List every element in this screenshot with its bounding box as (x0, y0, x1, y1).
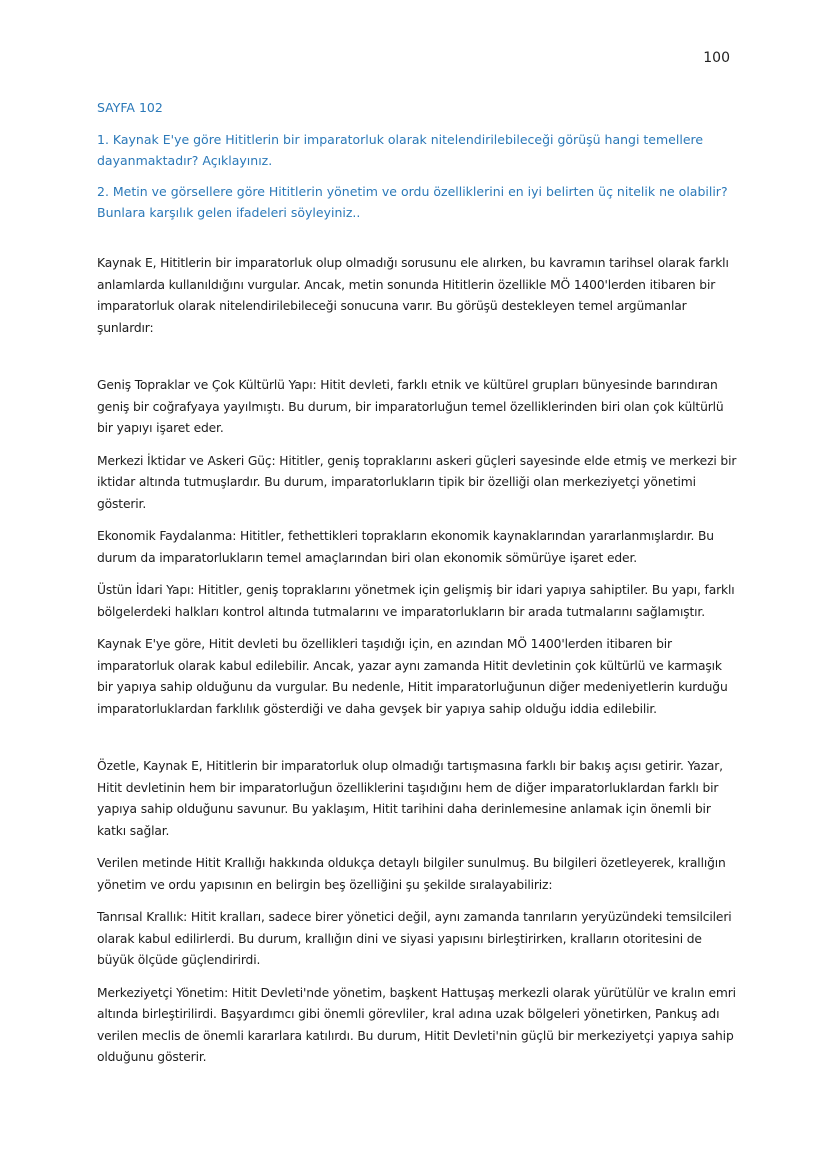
page-content (97, 100, 737, 1080)
paragraph-summary: Özetle, Kaynak E, Hititlerin bir imparatorluk olup olmadığı tartışmasına farklı bir bakış açısı getirir. Yazar, Hitit devletinin hem bir imparatorluğun özelliklerini taşıdığını hem de diğer imparatorluklardan farklı bir yapıya sahip olduğunu savunur. Bu yaklaşım, Hitit tarihini daha derinlemesine anlamak için önemli bir katkı sağlar. (97, 759, 723, 838)
paragraph-economic: Ekonomik Faydalanma: Hititler, fethettikleri toprakların ekonomik kaynaklarından yararlanmışlardır. Bu durum da imparatorlukların temel amaçlarından biri olan ekonomik sömürüye işaret eder. (97, 529, 714, 565)
paragraph-intro: Kaynak E, Hititlerin bir imparatorluk olup olmadığı sorusunu ele alırken, bu kavramın tarihsel olarak farklı anlamlarda kullanıldığını vurgular. Ancak, metin sonunda Hititlerin özellikle MÖ 1400'lerden itibaren bir imparatorluk olarak nitelendirilebileceği sonucuna varır. Bu görüşü destekleyen temel argümanlar şunlardır: (97, 256, 729, 335)
paragraph-divine-kingship: Tanrısal Krallık: Hitit kralları, sadece birer yönetici değil, aynı zamanda tanrıların yeryüzündeki temsilcileri olarak kabul edilirlerdi. Bu durum, krallığın dini ve siyasi yapısını birleştirirken, kralların otoritesini de büyük ölçüde güçlendirirdi. (97, 910, 732, 967)
paragraph-wide-lands: Geniş Topraklar ve Çok Kültürlü Yapı: Hitit devleti, farklı etnik ve kültürel grupları bünyesinde barındıran geniş bir coğrafyaya yayılmıştı. Bu durum, bir imparatorluğun temel özelliklerinden biri olan çok kültürlü bir yapıyı işaret eder. (97, 378, 724, 435)
paragraph-source-e: Kaynak E'ye göre, Hitit devleti bu özellikleri taşıdığı için, en azından MÖ 1400'lerden itibaren bir imparatorluk olarak kabul edilebilir. Ancak, yazar aynı zamanda Hitit devletinin çok kültürlü ve karmaşık bir yapıya sahip olduğunu da vurgular. Bu nedenle, Hitit imparatorluğunun diğer medeniyetlerin kurduğu imparatorluklardan farklılık gösterdiği ve daha gevşek bir yapıya sahip olduğu iddia edilebilir. (97, 637, 728, 716)
question-2: 2. Metin ve görsellere göre Hititlerin yönetim ve ordu özelliklerini en iyi belirten üç nitelik ne olabilir? Bunlara karşılık gelen ifadeleri söyleyiniz.. (97, 184, 728, 220)
question-1: 1. Kaynak E'ye göre Hititlerin bir imparatorluk olarak nitelendirilebileceği görüşü hangi temellere dayanmaktadır? Açıklayınız. (97, 132, 704, 168)
section-title: SAYFA 102 (97, 100, 163, 115)
paragraph-administration: Üstün İdari Yapı: Hititler, geniş topraklarını yönetmek için gelişmiş bir idari yapıya sahiptiler. Bu yapı, farklı bölgelerdeki halkları kontrol altında tutmalarını ve imparatorlukların bir arada tutmalarını sağlamıştır. (97, 583, 735, 619)
paragraph-centralized-rule: Merkeziyetçi Yönetim: Hitit Devleti'nde yönetim, başkent Hattuşaş merkezli olarak yürütülür ve kralın emri altında birleştirilirdi. Başyardımcı gibi önemli görevliler, kral adına uzak bölgeleri yönetirken, Pankuş adı verilen meclis de önemli kararlara katılırdı. Bu durum, Hitit Devleti'nin güçlü bir merkeziyetçi yapıya sahip olduğunu gösterir. (97, 985, 736, 1064)
paragraph-kingdom-intro: Verilen metinde Hitit Krallığı hakkında oldukça detaylı bilgiler sunulmuş. Bu bilgileri özetleyerek, krallığın yönetim ve ordu yapısının en belirgin beş özelliğini şu şekilde sıralayabiliriz: (97, 856, 726, 892)
paragraph-central-power: Merkezi İktidar ve Askeri Güç: Hititler, geniş topraklarını askeri güçleri sayesinde elde etmiş ve merkezi bir iktidar altında tutmuşlardır. Bu durum, imparatorlukların tipik bir özelliği olan merkeziyetçi yönetimi gösterir. (97, 453, 737, 511)
page-number: 100 (703, 50, 730, 66)
